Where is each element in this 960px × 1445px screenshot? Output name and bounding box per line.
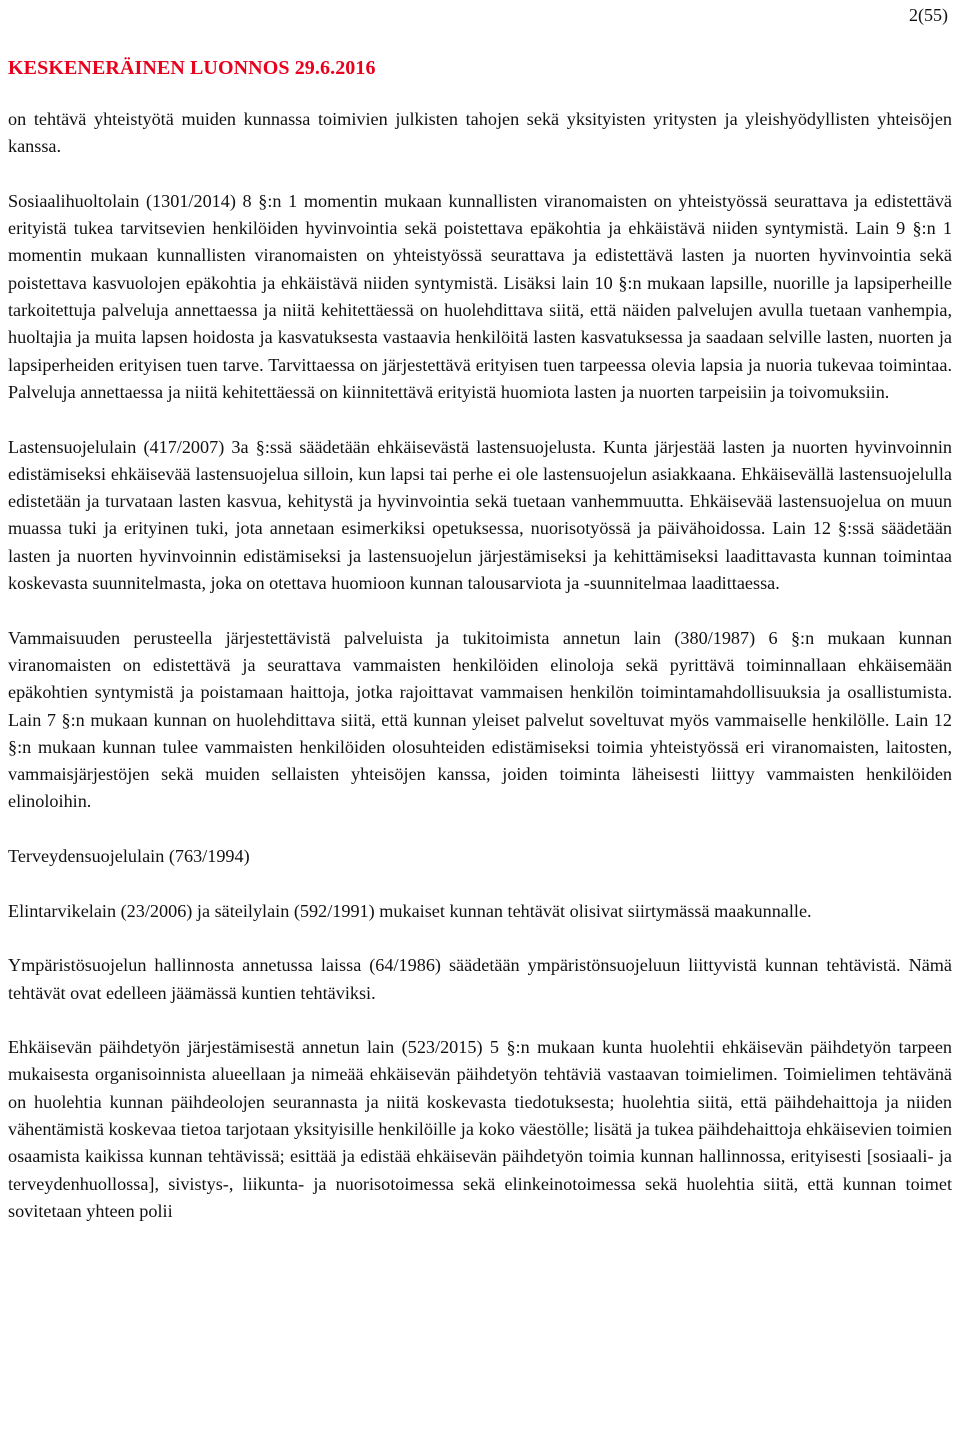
paragraph-substance-abuse-prevention: Ehkäisevän päihdetyön järjestämisestä annetun lain (523/2015) 5 §:n mukaan kunta huolehtii ehkäisevän päihdetyön tarpeen mukaisesta organisoinnista alueellaan ja nimeää ehkäisevän päihdetyön tehtäviä vastaavan toimielimen. Toimielimen tehtävänä on huolehtia kunnan päihdeolojen seurannasta ja niitä koskevasta tiedotuksesta; huolehtia siitä, että päihdehaittoja ja niiden vähentämistä koskevaa tietoa tarjotaan yksityisille henkilöille ja koko väestölle; lisätä ja tukea päihdehaittoja ehkäisevien toimien osaamista kaikissa kunnan tehtävissä; esittää ja edistää ehkäisevän päihdetyön toimia kunnan hallinnossa, erityisesti [sosiaali- ja terveydenhuollossa], sivistys-, liikunta- ja nuorisotoimessa sekä elinkeinotoimessa sekä huolehtia siitä, että kunnan toimet sovitetaan yhteen polii — [8, 1037, 952, 1221]
paragraph-child-welfare-act: Lastensuojelulain (417/2007) 3a §:ssä säädetään ehkäisevästä lastensuojelusta. Kunta järjestää lasten ja nuorten hyvinvoinnin edistämiseksi ehkäisevää lastensuojelua silloin, kun lapsi tai perhe ei ole lastensuojelun asiakkaana. Ehkäisevällä lastensuojelulla edistetään ja turvataan lasten kasvua, kehitystä ja hyvinvointia sekä tuetaan vanhemmuutta. Ehkäisevää lastensuojelua on muun muassa tuki ja erityinen tuki, jota annetaan esimerkiksi opetuksessa, nuorisotyössä ja päivähoidossa. Lain 12 §:ssä säädetään lasten ja nuorten hyvinvoinnin edistämiseksi ja lastensuojelun järjestämiseksi ja kehittämiseksi laadittavasta kunnan toimintaa koskevasta suunnitelmasta, joka on otettava huomioon kunnan talousarviota ja -suunnitelmaa laadittaessa. — [8, 436, 952, 594]
paragraph-social-welfare-act: Sosiaalihuoltolain (1301/2014) 8 §:n 1 momentin mukaan kunnallisten viranomaisten on yhteistyössä seurattava ja edistettävä erityistä tukea tarvitsevien henkilöiden hyvinvointia sekä poistettava epäkohtia ja ehkäistävä niiden syntymistä. Lain 9 §:n 1 momentin mukaan kunnallisten viranomaisten on yhteistyössä seurattava ja edistettävä lasten ja nuorten hyvinvointia sekä poistettava kasvuolojen epäkohtia ja ehkäistävä niiden syntymistä. Lisäksi lain 10 §:n mukaan lapsille, nuorille ja lapsiperheille tarkoitettuja palveluja annettaessa ja niitä kehitettäessä on huolehdittava siitä, että näiden palvelujen avulla tuetaan vanhempia, huoltajia ja muita lapsen hoidosta ja kasvatuksesta vastaavia henkilöitä lasten kasvatuksessa ja saadaan selville lasten, nuorten ja lapsiperheiden erityisen tuen tarve. Tarvittaessa on järjestettävä erityisen tuen tarpeessa olevia lapsia ja nuoria tukevaa toimintaa. Palveluja annettaessa ja niitä kehitettäessä on kiinnitettävä erityistä huomiota lasten ja nuorten tarpeisiin ja toivomuksiin. — [8, 190, 952, 402]
paragraph-health-protection-act: Terveydensuojelulain (763/1994) — [8, 846, 250, 867]
paragraph-disability-services-act: Vammaisuuden perusteella järjestettävistä palveluista ja tukitoimista annetun lain (380/1987) 6 §:n mukaan kunnan viranomaisten on edistettävä ja seurattava vammaisten henkilöiden elinoloja sekä pyrittävä toiminnallaan ehkäisemään epäkohtien syntymistä ja poistamaan haittoja, jotka rajoittavat vammaisen henkilön toimintamahdollisuuksia ja osallistumista. Lain 7 §:n mukaan kunnan on huolehdittava siitä, että kunnan yleiset palvelut soveltuvat myös vammaiselle henkilölle. Lain 12 §:n mukaan kunnan tulee vammaisten henkilöiden olosuhteiden edistämiseksi toimia yhteistyössä eri viranomaisten, laitosten, vammaisjärjestöjen sekä muiden sellaisten yhteisöjen kanssa, joiden toiminta läheisesti liittyy vammaisten henkilöiden elinoloihin. — [8, 627, 952, 812]
draft-banner: KESKENERÄINEN LUONNOS 29.6.2016 — [8, 57, 376, 79]
paragraph-food-and-radiation-acts: Elintarvikelain (23/2006) ja säteilylain (592/1991) mukaiset kunnan tehtävät olisivat siirtymässä maakunnalle. — [8, 900, 812, 921]
body-text — [8, 106, 952, 1252]
page-number: 2(55) — [909, 5, 948, 25]
paragraph-environmental-protection: Ympäristösuojelun hallinnosta annetussa laissa (64/1986) säädetään ympäristönsuojeluun liittyvistä kunnan tehtävistä. Nämä tehtävät ovat edelleen jäämässä kuntien tehtäviksi. — [8, 955, 952, 1003]
paragraph-cooperation: on tehtävä yhteistyötä muiden kunnassa toimivien julkisten tahojen sekä yksityisten yritysten ja yleishyödyllisten yhteisöjen kanssa. — [8, 109, 952, 157]
